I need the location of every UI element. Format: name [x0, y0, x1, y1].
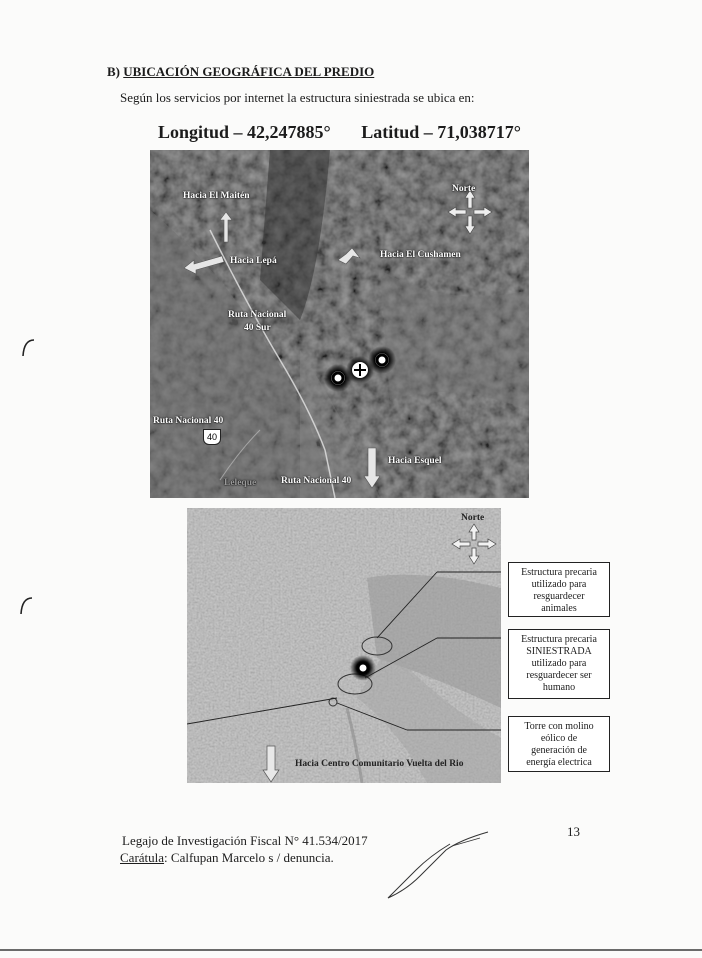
coordinates: [158, 122, 547, 143]
label-hacia-lepa: Hacia Lepá: [230, 256, 277, 266]
footer-caratula: [120, 850, 334, 866]
caratula-text: : Calfupan Marcelo s / denuncia.: [164, 850, 334, 865]
callout-line: animales: [541, 603, 577, 614]
caratula-label: Carátula: [120, 850, 165, 865]
label-norte-overview: Norte: [452, 184, 476, 194]
intro-text: Según los servicios por internet la estructura siniestrada se ubica en:: [120, 90, 475, 105]
label-hacia-esquel: Hacia Esquel: [388, 456, 442, 466]
callout-line: eólico de: [540, 733, 578, 744]
signature-mark: [380, 826, 500, 906]
callout-line: Torre con molino: [524, 721, 594, 732]
page-number: 13: [567, 824, 580, 839]
label-ruta-40-sur-2: 40 Sur: [244, 323, 271, 333]
label-ruta-40-bottom: Ruta Nacional 40: [281, 476, 352, 486]
label-norte-detail: Norte: [461, 513, 485, 523]
satellite-detail-map: [187, 508, 501, 783]
footer-legajo: Legajo de Investigación Fiscal N° 41.534/2017: [122, 833, 368, 848]
callout-line: humano: [542, 682, 576, 693]
callout-burned-structure: [508, 629, 610, 699]
detail-terrain: [187, 508, 501, 783]
label-hacia-centro-comunitario: Hacia Centro Comunitario Vuelta del Rio: [295, 759, 464, 769]
callout-wind-tower: [508, 716, 610, 772]
callout-line: generación de: [531, 745, 587, 756]
label-hacia-el-cushamen: Hacia El Cushamen: [380, 250, 461, 260]
callout-line: Estructura precaria: [521, 634, 597, 645]
label-hacia-el-maiten: Hacia El Maitén: [183, 191, 250, 201]
callout-line: energía electrica: [526, 757, 592, 768]
latitude-value: Latitud – 71,038717°: [361, 122, 521, 142]
margin-bracket-mark: [20, 338, 36, 358]
section-heading: [107, 64, 374, 80]
callout-animal-shelter: [508, 562, 610, 617]
label-leleque: Leleque: [224, 478, 257, 488]
margin-bracket-mark: [18, 596, 34, 616]
label-ruta-40-left: Ruta Nacional 40: [153, 416, 224, 426]
satellite-overview-map: [150, 150, 529, 498]
label-ruta-40-sur-1: Ruta Nacional: [228, 310, 287, 320]
overview-terrain: [150, 150, 529, 498]
location-marker-icon: [368, 346, 396, 374]
location-marker-icon: [350, 655, 376, 681]
page-bottom-line: [0, 949, 702, 951]
longitude-value: Longitud – 42,247885°: [158, 122, 331, 142]
callout-line: resguardecer ser: [526, 670, 592, 681]
callout-line: utilizado para: [531, 579, 587, 590]
callout-line: resguardecer: [533, 591, 585, 602]
callout-line: SINIESTRADA: [526, 646, 592, 657]
section-letter: B): [107, 64, 120, 79]
callout-line: Estructura precaria: [521, 567, 597, 578]
callout-line: utilizado para: [531, 658, 587, 669]
route-40-shield: 40: [203, 429, 221, 445]
section-title: UBICACIÓN GEOGRÁFICA DEL PREDIO: [123, 64, 375, 79]
